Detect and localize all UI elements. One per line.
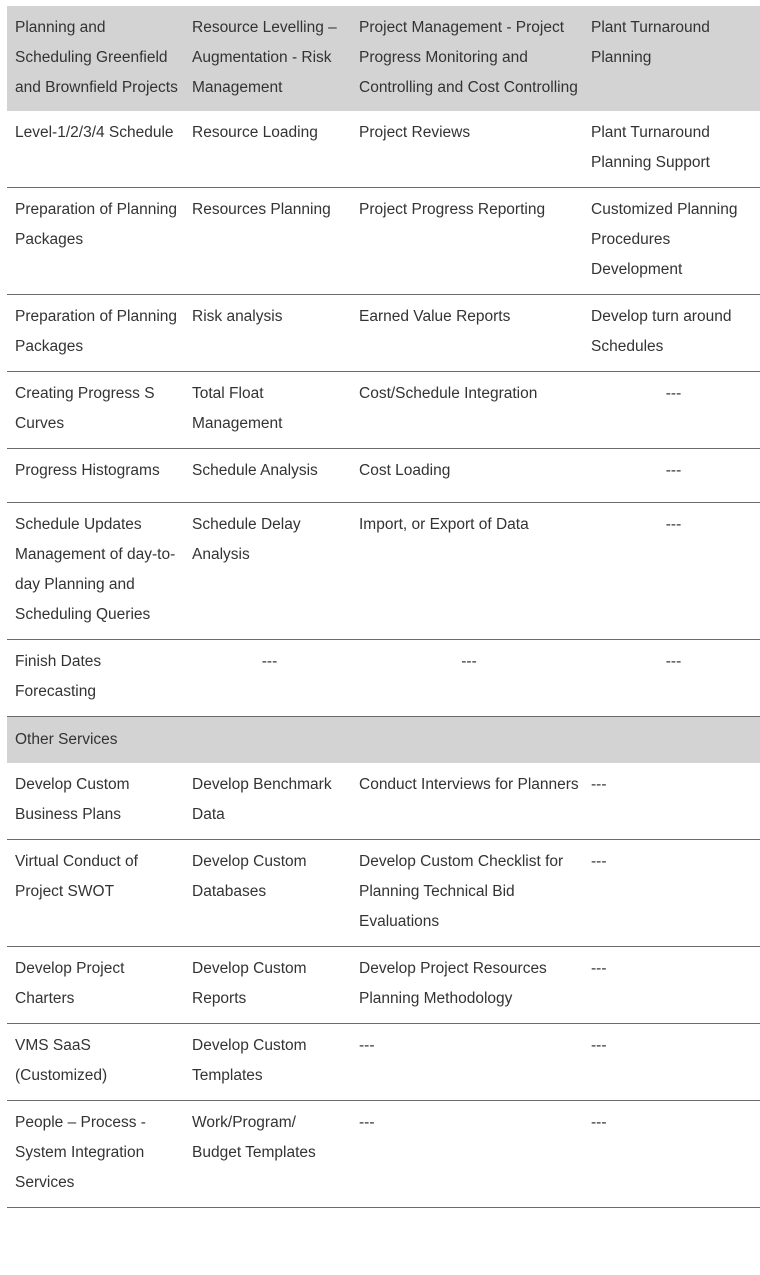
table-cell: Cost Loading (351, 449, 583, 503)
table-cell: Risk analysis (184, 295, 351, 372)
table-cell: Earned Value Reports (351, 295, 583, 372)
header-cell: Project Management - Project Progress Monitoring and Controlling and Cost Controlling (351, 6, 583, 111)
table-cell: Conduct Interviews for Planners (351, 763, 583, 840)
table-row (7, 449, 760, 503)
table-row (7, 840, 760, 947)
table-cell: --- (184, 640, 351, 717)
header-cell: Planning and Scheduling Greenfield and Brownfield Projects (7, 6, 184, 111)
table-row (7, 111, 760, 188)
table-cell: People – Process - System Integration Services (7, 1101, 184, 1208)
table-cell: Virtual Conduct of Project SWOT (7, 840, 184, 947)
table-cell: Project Progress Reporting (351, 188, 583, 295)
table-cell: --- (583, 1024, 760, 1101)
table-cell: --- (583, 640, 760, 717)
section-header-row (7, 717, 760, 764)
table-cell: --- (583, 372, 760, 449)
table-cell: --- (583, 1101, 760, 1208)
services-table (7, 6, 760, 1208)
table-cell: Project Reviews (351, 111, 583, 188)
table-row (7, 947, 760, 1024)
table-cell: Finish Dates Forecasting (7, 640, 184, 717)
header-cell: Resource Levelling – Augmentation - Risk Management (184, 6, 351, 111)
table-cell: Schedule Analysis (184, 449, 351, 503)
table-cell: Progress Histograms (7, 449, 184, 503)
table-cell: Work/Program/ Budget Templates (184, 1101, 351, 1208)
table-row (7, 1024, 760, 1101)
table-cell: VMS SaaS (Customized) (7, 1024, 184, 1101)
table-cell: Cost/Schedule Integration (351, 372, 583, 449)
table-row (7, 1101, 760, 1208)
table-cell: Plant Turnaround Planning Support (583, 111, 760, 188)
table-cell: --- (583, 449, 760, 503)
table-row (7, 372, 760, 449)
table-cell: Resources Planning (184, 188, 351, 295)
table-cell: Preparation of Planning Packages (7, 188, 184, 295)
table-cell: Develop turn around Schedules (583, 295, 760, 372)
table-row (7, 295, 760, 372)
table-row (7, 763, 760, 840)
table-header-row (7, 6, 760, 111)
table-cell: --- (583, 763, 760, 840)
table-cell: Develop Custom Business Plans (7, 763, 184, 840)
table-cell: Develop Project Charters (7, 947, 184, 1024)
table-cell: Schedule Delay Analysis (184, 503, 351, 640)
table-cell: --- (583, 503, 760, 640)
table-cell: Total Float Management (184, 372, 351, 449)
table-row (7, 640, 760, 717)
table-cell: --- (583, 840, 760, 947)
table-row (7, 188, 760, 295)
table-cell: Customized Planning Procedures Development (583, 188, 760, 295)
table-cell: --- (351, 640, 583, 717)
table-cell: Develop Custom Checklist for Planning Technical Bid Evaluations (351, 840, 583, 947)
table-cell: --- (351, 1024, 583, 1101)
header-cell: Plant Turnaround Planning (583, 6, 760, 111)
table-cell: Develop Project Resources Planning Methodology (351, 947, 583, 1024)
section-title: Other Services (7, 717, 760, 764)
table-cell: Develop Custom Templates (184, 1024, 351, 1101)
table-cell: Preparation of Planning Packages (7, 295, 184, 372)
table-cell: --- (583, 947, 760, 1024)
table-cell: Level-1/2/3/4 Schedule (7, 111, 184, 188)
table-cell: Import, or Export of Data (351, 503, 583, 640)
table-cell: Develop Custom Reports (184, 947, 351, 1024)
table-cell: Schedule Updates Management of day-to-day Planning and Scheduling Queries (7, 503, 184, 640)
table-cell: Creating Progress S Curves (7, 372, 184, 449)
table-row (7, 503, 760, 640)
table-cell: Develop Benchmark Data (184, 763, 351, 840)
table-cell: Develop Custom Databases (184, 840, 351, 947)
table-cell: Resource Loading (184, 111, 351, 188)
table-cell: --- (351, 1101, 583, 1208)
